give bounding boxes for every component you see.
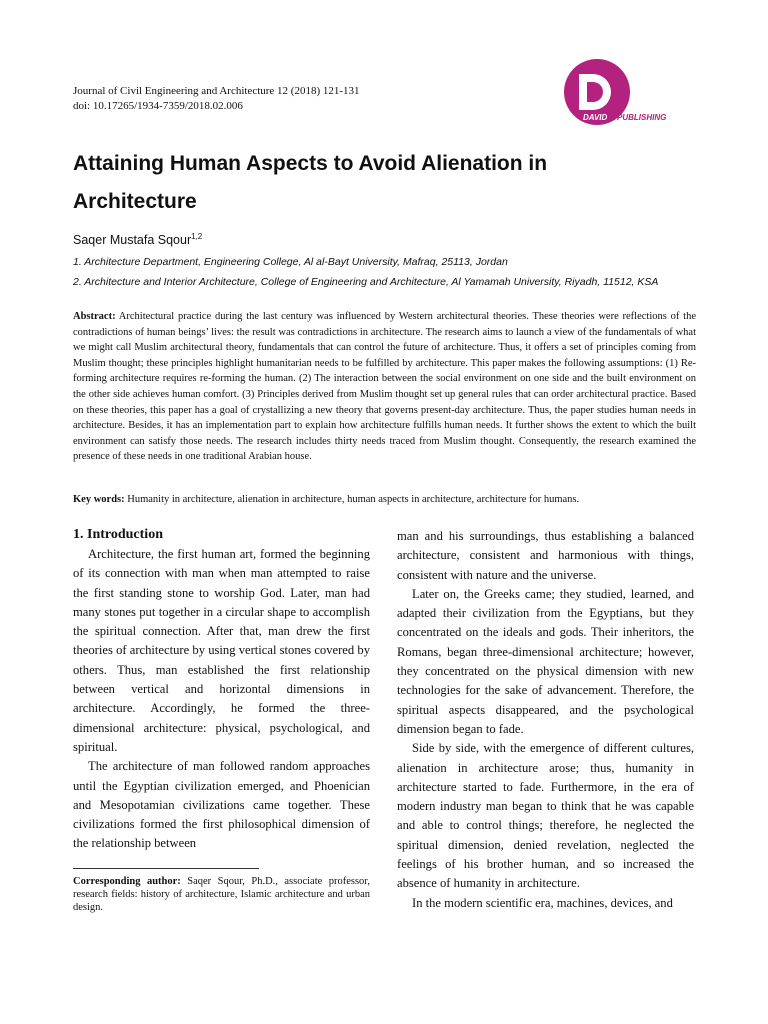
left-column bbox=[73, 545, 370, 854]
section-heading: 1. Introduction bbox=[73, 527, 163, 542]
svg-text:PUBLISHING: PUBLISHING bbox=[617, 113, 667, 122]
keywords-label: Key words: bbox=[73, 494, 125, 505]
affiliation-2: 2. Architecture and Interior Architecture, College of Engineering and Architecture, Al Yamamah University, Riyadh, 11512, KSA bbox=[73, 276, 659, 288]
author-name: Saqer Mustafa Sqour bbox=[73, 233, 192, 248]
footnote-label: Corresponding author: bbox=[73, 876, 181, 887]
journal-citation bbox=[73, 84, 360, 114]
paragraph: Side by side, with the emergence of different cultures, alienation in architecture arose; thus, humanity in architecture started to fade. Furthermore, in the era of modern industry man began to think that he was capable and able to control things; therefore, he neglected the spiritual dimension, denied revelation, neglected the feelings of his brother human, and so increased the absence of humanity in architecture. bbox=[397, 741, 694, 891]
author bbox=[73, 232, 202, 247]
svg-text:DAVID: DAVID bbox=[583, 113, 608, 122]
keywords bbox=[73, 493, 696, 507]
abstract bbox=[73, 309, 696, 465]
paragraph: Later on, the Greeks came; they studied, learned, and adapted their civilization from the Egyptians, but they concentrated on the ideals and gods. Their inheritors, the Romans, began three-dimensional architecture; however, they concentrated on the physical dimension with new technologies for the sake of advancement. Therefore, the spiritual aspects disappeared, and the psychological dimension began to fade. bbox=[397, 586, 694, 736]
right-column bbox=[397, 527, 694, 913]
footnote bbox=[73, 875, 370, 914]
footnote-text: Saqer Sqour, Ph.D., associate professor, research fields: history of architecture, Islamic architecture and urban design. bbox=[73, 876, 371, 913]
publisher-logo bbox=[557, 56, 697, 136]
author-affiliation-marks: 1,2 bbox=[191, 232, 203, 241]
affiliation-1: 1. Architecture Department, Engineering College, Al al-Bayt University, Mafraq, 25113, Jordan bbox=[73, 256, 508, 268]
paper-title: Attaining Human Aspects to Avoid Alienation in Architecture bbox=[73, 152, 548, 213]
paragraph: Architecture, the first human art, formed the beginning of its connection with man when man attempted to raise the first standing stone to worship God. Later, man had many stones put together in a circular shape to accomplish the spiritual connection. After that, man drew the first theories of architecture by using vertical stones covered by others. Thus, man established the first relationship between vertical and horizontal dimensions in architecture. Accordingly, he formed the three-dimensional architecture: physical, psychological, and spiritual. bbox=[73, 547, 370, 754]
journal-doi: doi: 10.17265/1934-7359/2018.02.006 bbox=[73, 100, 243, 112]
paragraph: In the modern scientific era, machines, devices, and bbox=[412, 895, 673, 910]
keywords-text: Humanity in architecture, alienation in architecture, human aspects in architecture, architecture for humans. bbox=[127, 494, 580, 505]
paragraph: man and his surroundings, thus establishing a balanced architecture, consistent and harmonious with things, consistent with nature and the universe. bbox=[397, 529, 694, 582]
abstract-text: Architectural practice during the last century was influenced by Western architectural theories. These theories were reflections of the contradictions of human beings’ lives: the result was contradictions in architecture. The research aims to launch a view of the fundamentals of what we might call Muslim architectural theory, fundamentals that can control the future of architecture. Thus, it offers a set of principles coming from Muslim thought; these principles highlight humanitarian needs to be fulfilled by architecture. This paper makes the following assumptions: (1) Re-forming architecture requires re-forming the human. (2) The interaction between the social environment on one side and the built environment on the other side achieves human comfort. (3) Principles derived from Muslim thought set up general rules that can order architectural practice. Based on these theories, this paper has a goal of crystallizing a new theory that governs present-day architecture. Thus, the paper studies human needs in architecture. Besides, it has an implementation part to explain how architecture fulfills human needs. It further shows the extent to which the built environment can satisfy those needs. The research includes thirty needs traced from Muslim thought. Consequently, the research examined the presence of these needs in one traditional Arabian house. bbox=[73, 311, 696, 463]
abstract-label: Abstract: bbox=[73, 311, 116, 322]
footnote-rule bbox=[73, 868, 259, 869]
journal-name: Journal of Civil Engineering and Architecture 12 (2018) 121-131 bbox=[73, 85, 360, 97]
paragraph: The architecture of man followed random approaches until the Egyptian civilization emerged, and Phoenician and Mesopotamian civilizations came together. These civilizations formed the first philosophical dimension of the relationship between bbox=[73, 759, 370, 851]
publisher-logo-icon bbox=[557, 56, 697, 136]
